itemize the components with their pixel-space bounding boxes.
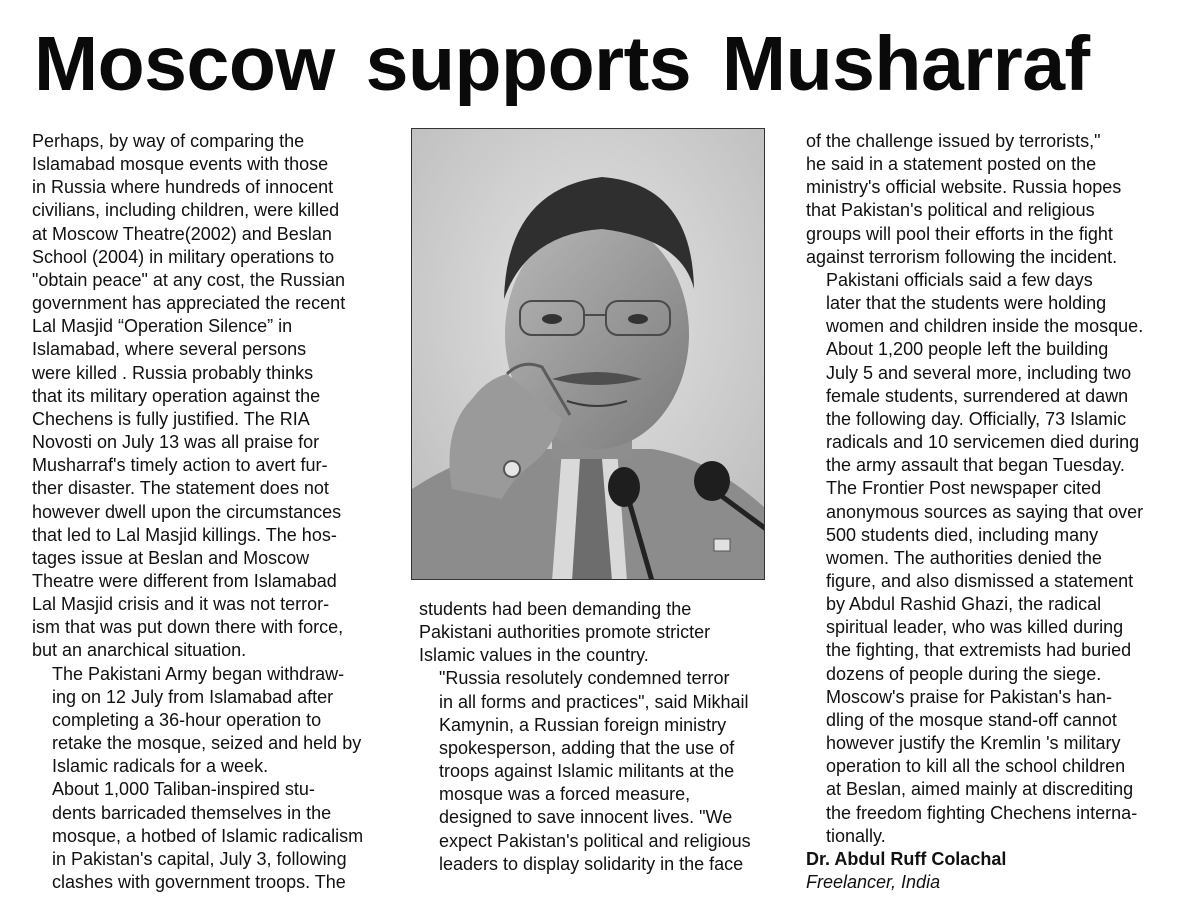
- portrait-photo: [411, 128, 765, 580]
- byline-name: Dr. Abdul Ruff Colachal: [806, 848, 1007, 869]
- paragraph: [806, 686, 1178, 848]
- text-line: "obtain peace" at any cost, the Russian: [32, 269, 345, 290]
- text-line: women. The authorities denied the: [826, 547, 1102, 568]
- text-line: retake the mosque, seized and held by: [52, 733, 362, 754]
- text-line: groups will pool their efforts in the fight: [806, 223, 1113, 244]
- text-line: mosque, a hotbed of Islamic radicalism: [52, 825, 364, 846]
- text-line: in Pakistan's capital, July 3, following: [52, 848, 347, 869]
- text-line: in Russia where hundreds of innocent: [32, 177, 334, 198]
- text-line: Islamabad, where several persons: [32, 339, 307, 360]
- text-line: completing a 36-hour operation to: [52, 709, 322, 730]
- text-line: Moscow's praise for Pakistan's han-: [826, 686, 1112, 707]
- paragraph: [419, 598, 787, 667]
- text-line: Novosti on July 13 was all praise for: [32, 432, 320, 453]
- text-line: Musharraf's timely action to avert fur-: [32, 455, 328, 476]
- text-line: ism that was put down there with force,: [32, 617, 344, 638]
- text-line: at Beslan, aimed mainly at discrediting: [826, 779, 1134, 800]
- text-line: Kamynin, a Russian foreign ministry: [439, 714, 727, 735]
- text-line: dling of the mosque stand-off cannot: [826, 709, 1117, 730]
- text-line: however justify the Kremlin 's military: [826, 733, 1121, 754]
- paragraph: [32, 778, 402, 894]
- text-line: About 1,000 Taliban-inspired stu-: [52, 779, 315, 800]
- text-line: civilians, including children, were killed: [32, 200, 340, 221]
- column-3: [806, 130, 1178, 894]
- text-line: were killed . Russia probably thinks: [32, 362, 314, 383]
- text-line: 500 students died, including many: [826, 524, 1099, 545]
- text-line: radicals and 10 servicemen died during: [826, 432, 1140, 453]
- text-line: Lal Masjid “Operation Silence” in: [32, 316, 293, 337]
- text-line: the freedom fighting Chechens interna-: [826, 802, 1138, 823]
- text-line: The Pakistani Army began withdraw-: [52, 663, 345, 684]
- text-line: leaders to display solidarity in the face: [439, 853, 744, 874]
- text-line: that led to Lal Masjid killings. The hos-: [32, 524, 337, 545]
- text-line: against terrorism following the incident.: [806, 246, 1118, 267]
- text-line: ther disaster. The statement does not: [32, 478, 329, 499]
- paragraph: [806, 130, 1178, 269]
- text-line: Pakistani officials said a few days: [826, 269, 1093, 290]
- text-line: ministry's official website. Russia hopes: [806, 177, 1122, 198]
- text-line: later that the students were holding: [826, 293, 1107, 314]
- paragraph: [806, 269, 1178, 686]
- text-line: clashes with government troops. The: [52, 872, 346, 892]
- portrait-photo-icon: [412, 129, 765, 580]
- text-line: Perhaps, by way of comparing the: [32, 131, 305, 151]
- text-line: that its military operation against the: [32, 385, 321, 406]
- text-line: Islamabad mosque events with those: [32, 154, 329, 175]
- text-line: expect Pakistan's political and religious: [439, 830, 751, 851]
- text-line: the fighting, that extremists had buried: [826, 640, 1132, 661]
- text-line: The Frontier Post newspaper cited: [826, 478, 1102, 499]
- text-line: Lal Masjid crisis and it was not terror-: [32, 594, 330, 615]
- text-line: spokesperson, adding that the use of: [439, 737, 735, 758]
- text-line: Theatre were different from Islamabad: [32, 570, 337, 591]
- text-line: tages issue at Beslan and Moscow: [32, 547, 310, 568]
- text-line: tionally.: [826, 825, 886, 846]
- text-line: of the challenge issued by terrorists,": [806, 131, 1101, 151]
- text-line: that Pakistan's political and religious: [806, 200, 1095, 221]
- byline-role: Freelancer, India: [806, 872, 941, 892]
- text-line: Chechens is fully justified. The RIA: [32, 408, 310, 429]
- text-line: female students, surrendered at dawn: [826, 385, 1129, 406]
- text-line: "Russia resolutely condemned terror: [439, 668, 730, 689]
- text-line: at Moscow Theatre(2002) and Beslan: [32, 223, 332, 244]
- paragraph: [32, 130, 402, 663]
- text-line: the following day. Officially, 73 Islamic: [826, 408, 1127, 429]
- text-line: anonymous sources as saying that over: [826, 501, 1144, 522]
- text-line: by Abdul Rashid Ghazi, the radical: [826, 594, 1102, 615]
- text-line: School (2004) in military operations to: [32, 246, 335, 267]
- text-line: the army assault that began Tuesday.: [826, 455, 1125, 476]
- text-line: women and children inside the mosque.: [826, 316, 1144, 337]
- text-line: designed to save innocent lives. "We: [439, 807, 733, 828]
- text-line: Islamic radicals for a week.: [52, 756, 269, 777]
- text-line: spiritual leader, who was killed during: [826, 617, 1124, 638]
- text-line: mosque was a forced measure,: [439, 784, 691, 805]
- text-line: operation to kill all the school children: [826, 756, 1126, 777]
- text-line: dozens of people during the siege.: [826, 663, 1102, 684]
- text-line: he said in a statement posted on the: [806, 154, 1097, 175]
- text-line: figure, and also dismissed a statement: [826, 570, 1134, 591]
- paragraph: [32, 663, 402, 779]
- column-2: [419, 598, 787, 876]
- text-line: but an anarchical situation.: [32, 640, 247, 661]
- text-line: government has appreciated the recent: [32, 293, 346, 314]
- column-1: [32, 130, 402, 894]
- text-line: troops against Islamic militants at the: [439, 761, 735, 782]
- text-line: ing on 12 July from Islamabad after: [52, 686, 334, 707]
- text-line: Pakistani authorities promote stricter: [419, 622, 711, 643]
- text-line: About 1,200 people left the building: [826, 339, 1109, 360]
- text-line: July 5 and several more, including two: [826, 362, 1132, 383]
- text-line: in all forms and practices", said Mikhail: [439, 691, 749, 712]
- text-line: Islamic values in the country.: [419, 645, 649, 666]
- text-line: dents barricaded themselves in the: [52, 802, 332, 823]
- paragraph: [419, 667, 787, 875]
- text-line: however dwell upon the circumstances: [32, 501, 342, 522]
- text-line: students had been demanding the: [419, 599, 692, 619]
- headline: Moscow supports Musharraf: [34, 21, 1090, 107]
